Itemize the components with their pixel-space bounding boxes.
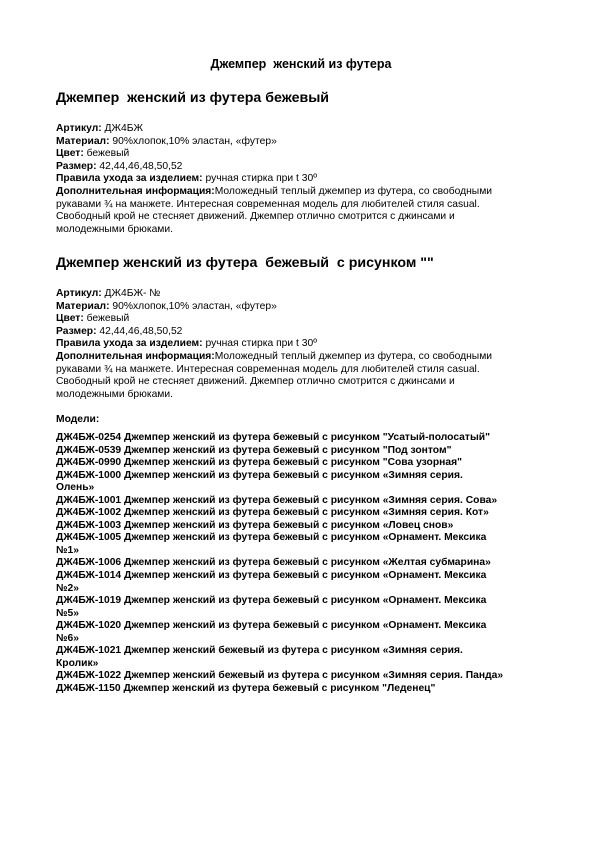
care-value: ручная стирка при t 30º <box>202 173 317 185</box>
info-label: Дополнительная информация: <box>56 350 215 362</box>
models-label: Модели: <box>56 414 100 426</box>
model-line: ДЖ4БЖ-1001 Джемпер женский из футера бежевый с рисунком «Зимняя серия. Сова» <box>56 494 498 506</box>
model-line: ДЖ4БЖ-0254 Джемпер женский из футера бежевый с рисунком "Усатый-полосатый" <box>56 432 490 443</box>
model-line: ДЖ4БЖ-1019 Джемпер женский из футера бежевый с рисунком «Орнамент. Мексика <box>56 595 487 607</box>
care-label: Правила ухода за изделием: <box>56 338 203 350</box>
section-title: Джемпер женский из футера бежевый с рисунком "" <box>56 255 434 271</box>
product-fields <box>56 123 546 236</box>
article-label: Артикул: <box>56 123 102 134</box>
info-value-line-1: Моложедный теплый джемпер из футера, со свободными <box>214 350 493 362</box>
document-title: Джемпер женский из футера <box>210 57 392 71</box>
care-label: Правила ухода за изделием: <box>56 173 203 185</box>
care-row <box>56 338 546 351</box>
color-value: бежевый <box>83 148 130 160</box>
material-value: 90%хлопок,10% эластан, «футер» <box>109 135 277 147</box>
model-line: ДЖ4БЖ-1022 Джемпер женский бежевый из футера с рисунком «Зимняя серия. Панда» <box>56 670 504 682</box>
material-label: Материал: <box>56 135 110 147</box>
article-row <box>56 123 546 136</box>
material-row <box>56 301 546 314</box>
product-fields <box>56 288 546 401</box>
color-value: бежевый <box>83 313 130 325</box>
size-value: 42,44,46,48,50,52 <box>96 160 183 172</box>
care-value: ручная стирка при t 30º <box>202 338 317 350</box>
size-row <box>56 161 546 174</box>
model-line: ДЖ4БЖ-1150 Джемпер женский из футера бежевый с рисунком "Леденец" <box>56 682 436 694</box>
models-list <box>56 432 546 695</box>
info-value-line-1: Моложедный теплый джемпер из футера, со свободными <box>214 185 493 197</box>
info-value-line-3: Свободный крой не стесняет движений. Джемпер отлично смотрится с джинсами и <box>56 211 455 223</box>
model-line: ДЖ4БЖ-1006 Джемпер женский из футера бежевый с рисунком «Желтая субмарина» <box>56 557 491 569</box>
model-line: ДЖ4БЖ-1020 Джемпер женский из футера бежевый с рисунком «Орнамент. Мексика <box>56 620 487 632</box>
model-line: ДЖ4БЖ-1002 Джемпер женский из футера бежевый с рисунком «Зимняя серия. Кот» <box>56 507 489 519</box>
size-row <box>56 326 546 339</box>
model-line: ДЖ4БЖ-0990 Джемпер женский из футера бежевый с рисунком "Сова узорная" <box>56 457 462 469</box>
material-value: 90%хлопок,10% эластан, «футер» <box>109 300 277 312</box>
model-line: №1» <box>56 544 79 556</box>
model-line: Олень» <box>56 482 95 494</box>
article-label: Артикул: <box>56 288 102 299</box>
info-value-line-3: Свободный крой не стесняет движений. Джемпер отлично смотрится с джинсами и <box>56 376 455 388</box>
model-line: №6» <box>56 632 79 644</box>
model-line: ДЖ4БЖ-0539 Джемпер женский из футера бежевый с рисунком "Под зонтом" <box>56 444 452 456</box>
model-line: ДЖ4БЖ-1003 Джемпер женский из футера бежевый с рисунком «Ловец снов» <box>56 519 454 531</box>
model-line: ДЖ4БЖ-1000 Джемпер женский из футера бежевый с рисунком «Зимняя серия. <box>56 469 463 481</box>
info-label: Дополнительная информация: <box>56 185 215 197</box>
model-line: №2» <box>56 582 79 594</box>
color-row <box>56 313 546 326</box>
product-section-pattern <box>56 254 546 427</box>
model-line: Кролик» <box>56 657 99 669</box>
article-value: ДЖ4БЖ <box>101 123 144 134</box>
size-label: Размер: <box>56 160 97 172</box>
size-label: Размер: <box>56 325 97 337</box>
model-line: ДЖ4БЖ-1005 Джемпер женский из футера бежевый с рисунком «Орнамент. Мексика <box>56 532 487 544</box>
info-row <box>56 186 546 199</box>
info-value-line-4: молодежными брюками. <box>56 388 173 400</box>
color-label: Цвет: <box>56 313 84 325</box>
info-row <box>56 351 546 364</box>
model-line: №5» <box>56 607 79 619</box>
article-row <box>56 288 546 301</box>
size-value: 42,44,46,48,50,52 <box>96 325 183 337</box>
product-section-plain <box>56 89 546 236</box>
info-value-line-2: рукавами ¾ на манжете. Интересная современная модель для любителей стиля casual. <box>56 363 480 375</box>
care-row <box>56 173 546 186</box>
info-value-line-2: рукавами ¾ на манжете. Интересная современная модель для любителей стиля casual. <box>56 198 480 210</box>
model-line: ДЖ4БЖ-1014 Джемпер женский из футера бежевый с рисунком «Орнамент. Мексика <box>56 570 487 582</box>
material-row <box>56 136 546 149</box>
info-value-line-4: молодежными брюками. <box>56 223 173 235</box>
material-label: Материал: <box>56 300 110 312</box>
color-row <box>56 148 546 161</box>
model-line: ДЖ4БЖ-1021 Джемпер женский бежевый из футера с рисунком «Зимняя серия. <box>56 645 463 657</box>
color-label: Цвет: <box>56 148 84 160</box>
article-value: ДЖ4БЖ- № <box>101 288 161 299</box>
section-title: Джемпер женский из футера бежевый <box>56 90 330 106</box>
